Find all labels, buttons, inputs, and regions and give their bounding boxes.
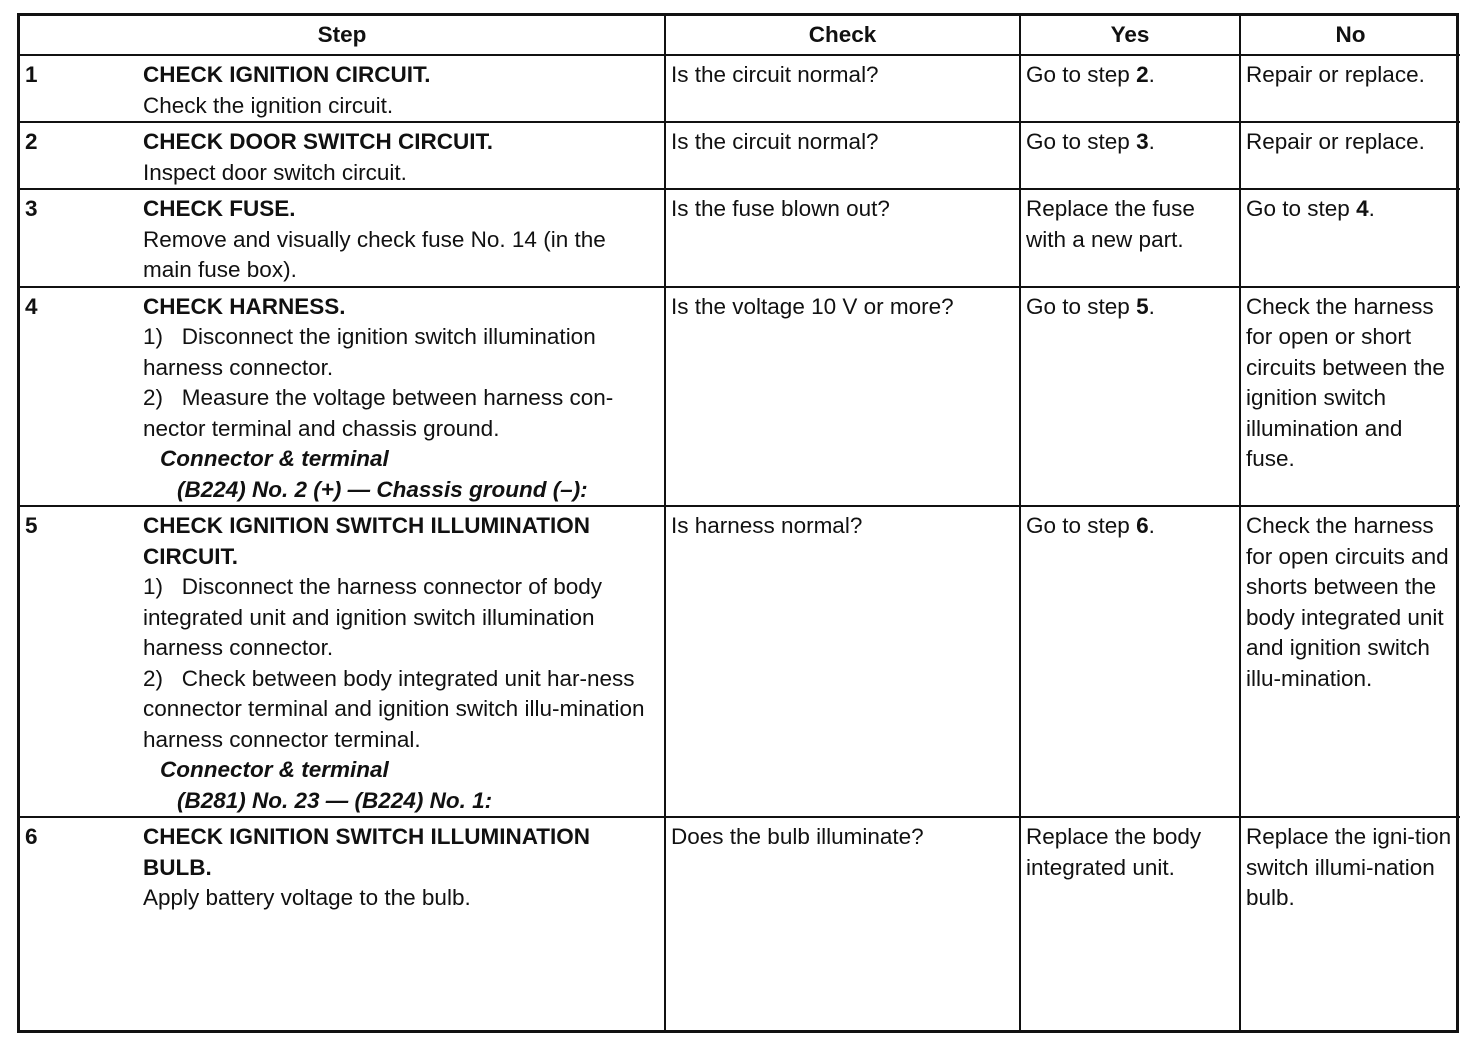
no-text: Check the harness for open or short circuits between the ignition switch illumination and fuse. (1246, 293, 1445, 471)
no-cell (1240, 189, 1460, 287)
yes-cell (1020, 189, 1240, 287)
yes-suffix: . (1148, 62, 1155, 87)
step-number: 6 (25, 824, 38, 849)
step-instruction: Remove and visually check fuse No. 14 (in the main fuse box). (143, 226, 606, 282)
yes-step-ref: 2 (1136, 62, 1149, 87)
yes-cell (1020, 506, 1240, 817)
yes-text: Replace the fuse with a new part. (1026, 196, 1195, 252)
yes-cell (1020, 817, 1240, 1030)
check-text: Is the circuit normal? (671, 129, 879, 154)
header-row (20, 16, 1460, 55)
yes-step-ref: 3 (1136, 129, 1149, 154)
check-cell (665, 817, 1020, 1030)
no-cell (1240, 55, 1460, 122)
step-title: CHECK IGNITION SWITCH ILLUMINATION BULB. (143, 824, 591, 880)
check-text: Does the bulb illuminate? (671, 824, 924, 849)
check-cell (665, 122, 1020, 189)
no-text: Check the harness for open circuits and shorts between the body integrated unit and ignition switch illu-mination. (1246, 513, 1449, 691)
yes-suffix: . (1148, 293, 1155, 319)
connector-terminal-spec: (B281) No. 23 — (B224) No. 1: (177, 787, 493, 813)
yes-text: Go to step (1026, 513, 1137, 538)
yes-suffix: . (1148, 129, 1155, 154)
no-text: Repair or replace. (1246, 62, 1425, 87)
step-title: CHECK FUSE. (143, 196, 296, 221)
check-text: Is the voltage 10 V or more? (671, 293, 954, 319)
header-step: Step (20, 16, 665, 55)
step-number: 4 (25, 293, 38, 319)
header-check: Check (665, 16, 1020, 55)
step-cell (20, 189, 665, 287)
step-cell (20, 122, 665, 189)
yes-text: Replace the body integrated unit. (1026, 824, 1202, 880)
step-instruction: 1) Disconnect the harness connector of body integrated unit and ignition switch illumination harness connector. (143, 574, 603, 660)
check-cell (665, 189, 1020, 287)
step-cell (20, 817, 665, 1030)
check-text: Is harness normal? (671, 513, 863, 538)
step-instruction: 2) Measure the voltage between harness con-nector terminal and chassis ground. (143, 385, 614, 441)
yes-cell (1020, 55, 1240, 122)
table-row (20, 287, 1460, 507)
step-instruction: 1) Disconnect the ignition switch illumination harness connector. (143, 324, 596, 380)
step-number: 3 (25, 196, 38, 221)
diagnostic-table-sheet (17, 13, 1459, 1033)
step-instruction: Check the ignition circuit. (143, 92, 394, 118)
yes-text: Go to step (1026, 129, 1137, 154)
step-number: 2 (25, 129, 38, 154)
no-cell (1240, 817, 1460, 1030)
check-cell (665, 287, 1020, 507)
connector-terminal-spec: (B224) No. 2 (+) — Chassis ground (–): (177, 476, 588, 502)
step-cell (20, 506, 665, 817)
step-cell (20, 55, 665, 122)
table-row (20, 817, 1460, 1030)
table-row (20, 189, 1460, 287)
step-cell (20, 287, 665, 507)
no-text: Repair or replace. (1246, 129, 1425, 154)
header-yes: Yes (1020, 16, 1240, 55)
yes-suffix: . (1148, 513, 1155, 538)
connector-heading: Connector & terminal (160, 757, 389, 782)
yes-text: Go to step (1026, 62, 1137, 87)
step-number: 5 (25, 513, 38, 538)
table-row (20, 122, 1460, 189)
header-no: No (1240, 16, 1460, 55)
yes-cell (1020, 287, 1240, 507)
no-text: Replace the igni-tion switch illumi-nation bulb. (1246, 824, 1452, 910)
check-text: Is the circuit normal? (671, 62, 879, 87)
no-text: Go to step (1246, 196, 1357, 221)
yes-step-ref: 5 (1136, 293, 1149, 319)
step-title: CHECK IGNITION CIRCUIT. (143, 62, 431, 87)
yes-cell (1020, 122, 1240, 189)
yes-step-ref: 6 (1136, 513, 1149, 538)
check-cell (665, 55, 1020, 122)
no-suffix: . (1368, 196, 1375, 221)
step-instruction: Inspect door switch circuit. (143, 159, 407, 185)
connector-heading: Connector & terminal (160, 446, 389, 471)
table-row (20, 55, 1460, 122)
step-instruction: Apply battery voltage to the bulb. (143, 885, 471, 910)
table-row (20, 506, 1460, 817)
no-step-ref: 4 (1356, 196, 1369, 221)
no-cell (1240, 122, 1460, 189)
step-title: CHECK HARNESS. (143, 293, 346, 319)
diagnostic-table (20, 16, 1460, 1030)
no-cell (1240, 287, 1460, 507)
no-cell (1240, 506, 1460, 817)
step-instruction: 2) Check between body integrated unit har-ness connector terminal and ignition switch illu-mination harness connector terminal. (143, 665, 645, 752)
step-title: CHECK DOOR SWITCH CIRCUIT. (143, 129, 493, 154)
step-title: CHECK IGNITION SWITCH ILLUMINATION CIRCUIT. (143, 513, 591, 569)
check-text: Is the fuse blown out? (671, 196, 890, 221)
check-cell (665, 506, 1020, 817)
yes-text: Go to step (1026, 293, 1137, 319)
step-number: 1 (25, 62, 38, 87)
